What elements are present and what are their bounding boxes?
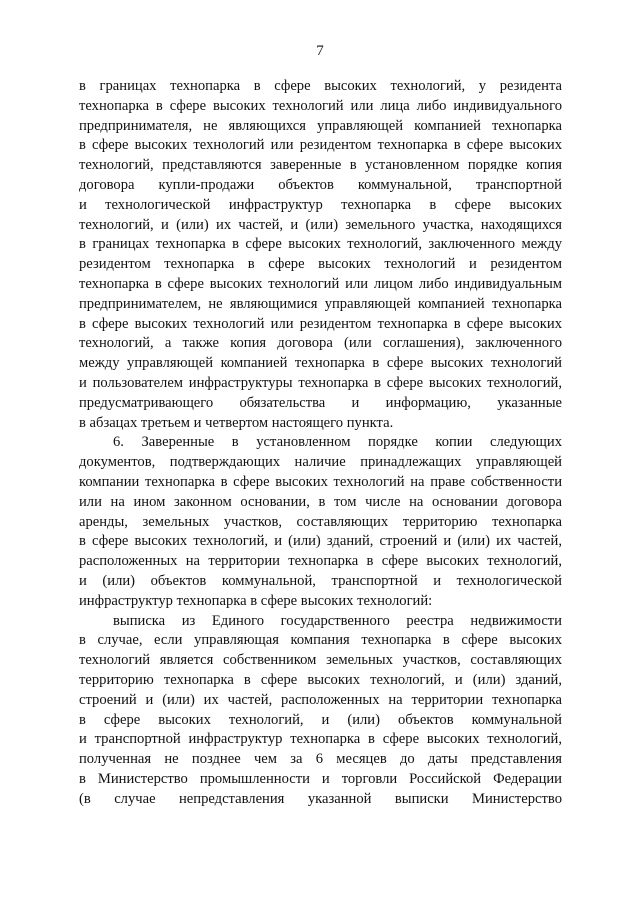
text-line: и пользователем инфраструктуры технопарка в сфере высоких технологий,: [79, 374, 562, 391]
text-line: территорию технопарка в сфере высоких технологий, и (или) зданий,: [79, 671, 562, 688]
text-line: в сфере высоких технологий или резидентом технопарка в сфере высоких: [79, 137, 562, 154]
text-line: предпринимателя, не являющихся управляющей компанией технопарка: [79, 117, 562, 134]
text-line: в границах технопарка в сфере высоких технологий, у резидента: [79, 78, 562, 94]
text-line: документов, подтверждающих наличие принадлежащих управляющей: [79, 454, 562, 471]
text-line: расположенных на территории технопарка в сфере высоких технологий,: [79, 553, 562, 570]
text-line: в сфере высоких технологий, и (или) объектов коммунальной: [79, 711, 562, 728]
text-line: между управляющей компанией технопарка в сфере высоких технологий: [79, 355, 562, 372]
text-line: или на ином законном основании, в том числе на основании договора: [79, 493, 562, 510]
body-text: [79, 77, 562, 809]
text-line: в случае, если управляющая компания технопарка в сфере высоких: [79, 632, 562, 649]
text-line: предусматривающего обязательства и информацию, указанные: [79, 394, 562, 411]
text-line: технопарка в сфере высоких технологий или лицом либо индивидуальным: [79, 275, 562, 292]
text-line: инфраструктур технопарка в сфере высоких технологий:: [79, 592, 433, 609]
text-line: аренды, земельных участков, составляющих территорию технопарка: [79, 513, 562, 530]
text-line: в абзацах третьем и четвертом настоящего пункта.: [79, 414, 394, 431]
text-line: в сфере высоких технологий или резидентом технопарка в сфере высоких: [79, 315, 562, 332]
text-line: технопарка в сфере высоких технологий или лица либо индивидуального: [79, 97, 562, 114]
text-line: в границах технопарка в сфере высоких технологий, заключенного между: [79, 236, 562, 253]
text-line: полученная не позднее чем за 6 месяцев до даты представления: [79, 751, 562, 768]
text-line: в Министерство промышленности и торговли Российской Федерации: [79, 770, 562, 787]
text-line: (в случае непредставления указанной выписки Министерство: [79, 790, 562, 807]
text-line: компании технопарка в сфере высоких технологий на праве собственности: [79, 473, 562, 490]
text-line: и технологической инфраструктур технопарка в сфере высоких: [79, 196, 562, 213]
text-line: технологий, а также копия договора (или соглашения), заключенного: [79, 335, 562, 352]
text-line: строений и (или) их частей, расположенных на территории технопарка: [79, 691, 562, 708]
text-line: 6. Заверенные в установленном порядке копии следующих: [113, 434, 562, 451]
text-line: выписка из Единого государственного реестра недвижимости: [113, 612, 562, 629]
text-line: технологий, и (или) их частей, и (или) земельного участка, находящихся: [79, 216, 562, 233]
text-line: договора купли-продажи объектов коммунальной, транспортной: [79, 176, 562, 193]
text-line: технологий является собственником земельных участков, составляющих: [79, 652, 562, 669]
text-line: и (или) объектов коммунальной, транспортной и технологической: [79, 572, 562, 589]
text-line: технологий, представляются заверенные в установленном порядке копия: [79, 157, 562, 174]
text-line: в сфере высоких технологий, и (или) зданий, строений и (или) их частей,: [79, 533, 562, 550]
text-line: резидентом технопарка в сфере высоких технологий и резидентом: [79, 256, 562, 273]
page-number: 7: [316, 43, 324, 59]
text-line: и транспортной инфраструктур технопарка в сфере высоких технологий,: [79, 731, 562, 748]
text-line: предпринимателем, не являющимися управляющей компанией технопарка: [79, 295, 562, 312]
